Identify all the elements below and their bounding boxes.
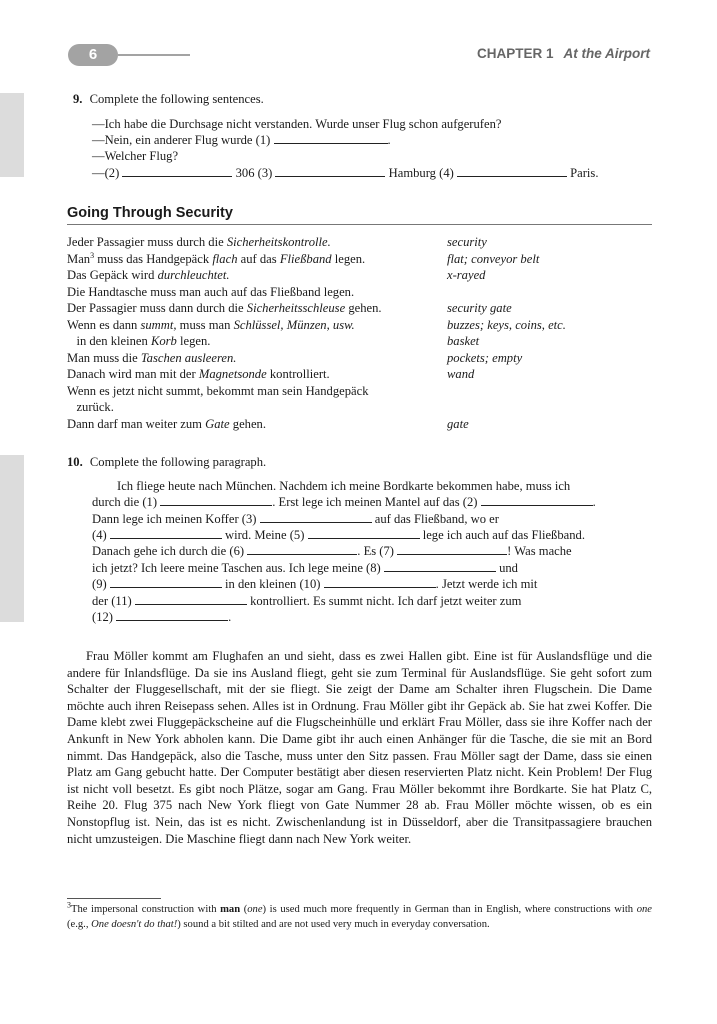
line-4-a: —(2) xyxy=(92,166,120,180)
line-4-b: 306 (3) xyxy=(235,166,273,180)
vocab-german: in den kleinen Korb legen. xyxy=(67,334,211,348)
ex10-text: und xyxy=(499,561,518,575)
ex10-text: der (11) xyxy=(92,594,132,608)
vocab-english: pockets; empty xyxy=(447,350,523,365)
footnote-mark: 3 xyxy=(67,900,71,910)
ex10-text: . Es (7) xyxy=(357,544,394,558)
vocab-german: Wenn es jetzt nicht summt, bekommt man sein Handgepäck xyxy=(67,383,369,398)
chapter-label: CHAPTER 1 xyxy=(476,46,554,61)
exercise-9-heading xyxy=(67,91,652,107)
page-number-rule xyxy=(118,54,190,56)
ex10-line-1: Ich fliege heute nach München. Nachdem ich meine Bordkarte bekommen habe, muss ich xyxy=(117,479,571,493)
fn-example: One doesn't do that! xyxy=(91,918,178,930)
ex10-text: . Jetzt werde ich mit xyxy=(435,577,538,591)
blank-9-4[interactable] xyxy=(457,165,567,177)
fn-text: ) is used much more frequently in German than in English, where constructions with xyxy=(262,904,637,915)
fn-man: man xyxy=(220,904,241,915)
blank-10-4[interactable] xyxy=(110,527,222,539)
chapter-header xyxy=(477,46,650,62)
side-tab-middle xyxy=(0,455,24,622)
blank-10-10[interactable] xyxy=(324,576,436,588)
ex10-text: Dann lege ich meinen Koffer (3) xyxy=(92,512,257,526)
fn-text: The impersonal construction with xyxy=(71,904,221,915)
ex10-text: (4) xyxy=(92,528,107,542)
ex10-text: . xyxy=(228,610,232,624)
vocab-german: Dann darf man weiter zum Gate gehen. xyxy=(67,416,266,431)
ex10-text: wird. Meine (5) xyxy=(225,528,305,542)
blank-9-3[interactable] xyxy=(275,165,385,177)
blank-10-12[interactable] xyxy=(116,609,228,621)
line-2-end: . xyxy=(387,133,391,147)
ex10-line-3 xyxy=(92,511,652,527)
exercise-9-line-1: —Ich habe die Durchsage nicht verstanden. Wurde unser Flug schon aufgerufen? xyxy=(92,117,502,131)
vocab-english: basket xyxy=(447,334,480,348)
vocab-english: security xyxy=(447,235,487,249)
blank-9-2[interactable] xyxy=(122,165,232,177)
blank-10-1[interactable] xyxy=(160,494,272,506)
exercise-10-instruction: Complete the following paragraph. xyxy=(89,455,267,469)
blank-9-1[interactable] xyxy=(274,132,388,144)
ex10-text: kontrolliert. Es summt nicht. Ich darf jetzt weiter zum xyxy=(250,594,522,608)
footnote-rule xyxy=(67,898,161,899)
exercise-10-heading xyxy=(67,454,652,470)
fn-text: ( xyxy=(240,904,248,915)
blank-10-6[interactable] xyxy=(247,543,357,555)
ex10-line-7 xyxy=(92,576,652,592)
fn-one: one xyxy=(636,904,652,915)
blank-10-7[interactable] xyxy=(397,543,507,555)
vocab-german: Man muss die Taschen ausleeren. xyxy=(67,350,237,365)
chapter-title: At the Airport xyxy=(563,46,650,61)
exercise-9-line-4 xyxy=(92,165,652,181)
ex10-text: (12) xyxy=(92,610,113,624)
vocab-german: Danach wird man mit der Magnetsonde kontrolliert. xyxy=(67,367,330,381)
ex10-text: durch die (1) xyxy=(92,495,158,509)
line-2-text: —Nein, ein anderer Flug wurde (1) xyxy=(92,133,271,147)
ex10-line-6 xyxy=(92,560,652,576)
ex10-text: ich jetzt? Ich leere meine Taschen aus. Ich lege meine (8) xyxy=(92,561,381,575)
exercise-9-number: 9. xyxy=(73,92,83,106)
ex10-line-9 xyxy=(92,609,652,625)
footnote xyxy=(67,900,652,932)
ex10-text: . xyxy=(592,495,596,509)
vocab-german: Der Passagier muss dann durch die Sicherheitsschleuse gehen. xyxy=(67,301,382,315)
ex10-text: (9) xyxy=(92,577,107,591)
vocab-german: zurück. xyxy=(67,400,114,414)
ex10-line-4 xyxy=(92,527,652,543)
ex10-text: lege ich auch auf das Fließband. xyxy=(422,528,585,542)
blank-10-11[interactable] xyxy=(135,593,247,605)
reading-passage: Frau Möller kommt am Flughafen an und sieht, dass es zwei Hallen gibt. Eine ist für Auslandsflüge und die andere für Inlandsflüge. Da sie ins Ausland fliegt, geht sie zum Terminal für Auslandsflüge. Sie geht sofort zum Schalter der Fluggesellschaft, mit der sie fliegt. Sie zeigt der Dame am Schalter ihren Flugschein. Die Dame möchte auch ihren Reisepass sehen. Alles ist in Ordnung. Frau Möller gibt ihr Gepäck ab. Sie hat zwei Koffer. Die Dame klebt zwei Fluggepäckscheine auf die Flugscheinhülle und erklärt Frau Möller, dass sie ihre Koffer nach der Ankunft in New York abholen kann. Die Dame gibt ihr auch einen Anhänger für die Tasche, die sie mit an Bord nimmt. Das Handgepäck, also die Tasche, muss unter den Sitz passen. Frau Möller sagt der Dame, dass sie einen Platz am Gang gebucht hatte. Der Computer bestätigt aber diesen reservierten Platz nicht. Kein Problem! Der Flug ist nicht voll besetzt. Es gibt noch Plätze, sogar am Gang. Frau Möller bekommt ihre Bordkarte. Sie hat Platz C, Reihe 20. Flug 375 nach New York fliegt von Gate Nummer 28 ab. Frau Möller möchte wissen, ob es ein Nonstopflug ist. Nein, das ist es nicht. Zwischenlandung ist in Düsseldorf, aber die Transitpassagiere brauchen nicht umzusteigen. Die Maschine fliegt dann nach New York weiter. xyxy=(67,649,652,846)
vocab-english: wand xyxy=(447,367,475,381)
vocab-english: flat; conveyor belt xyxy=(447,251,540,266)
vocab-german: Jeder Passagier muss durch die Sicherheitskontrolle. xyxy=(67,235,331,249)
blank-10-3[interactable] xyxy=(260,511,372,523)
ex10-text: Danach gehe ich durch die (6) xyxy=(92,544,245,558)
ex10-text: . Erst lege ich meinen Mantel auf das (2) xyxy=(272,495,478,509)
line-4-d: Paris. xyxy=(570,166,599,180)
fn-text: ) sound a bit stilted and are not used very much in everyday conversation. xyxy=(177,918,490,930)
exercise-9-instruction: Complete the following sentences. xyxy=(89,92,264,106)
vocab-english: buzzes; keys, coins, etc. xyxy=(447,317,566,332)
vocab-english: x-rayed xyxy=(447,268,486,282)
vocab-german: Wenn es dann summt, muss man Schlüssel, Münzen, usw. xyxy=(67,317,355,332)
blank-10-2[interactable] xyxy=(481,494,593,506)
ex10-line-5 xyxy=(92,543,652,559)
fn-text: (e.g., xyxy=(67,918,92,930)
blank-10-5[interactable] xyxy=(308,527,420,539)
page-number: 6 xyxy=(68,44,118,66)
vocab-english: gate xyxy=(447,416,469,431)
ex10-text: auf das Fließband, wo er xyxy=(374,512,499,526)
fn-one: one xyxy=(247,904,263,915)
blank-10-9[interactable] xyxy=(110,576,222,588)
ex10-text: ! Was mache xyxy=(507,544,572,558)
ex10-text: in den kleinen (10) xyxy=(225,577,321,591)
vocab-english: security gate xyxy=(447,301,512,315)
vocab-german: Die Handtasche muss man auch auf das Fließband legen. xyxy=(67,284,355,299)
blank-10-8[interactable] xyxy=(384,560,496,572)
exercise-10-number: 10. xyxy=(67,455,83,469)
line-4-c: Hamburg (4) xyxy=(388,166,454,180)
side-tab-top xyxy=(0,93,24,177)
vocab-german: Das Gepäck wird durchleuchtet. xyxy=(67,268,230,282)
section-heading: Going Through Security xyxy=(67,205,652,225)
exercise-9-line-2 xyxy=(92,132,652,148)
exercise-9-line-3: —Welcher Flug? xyxy=(92,149,179,163)
ex10-line-8 xyxy=(92,593,652,609)
vocab-german: Man$^3$ muss das Handgepäck flach auf das Fließband legen. xyxy=(67,250,366,266)
ex10-line-2 xyxy=(92,494,652,510)
